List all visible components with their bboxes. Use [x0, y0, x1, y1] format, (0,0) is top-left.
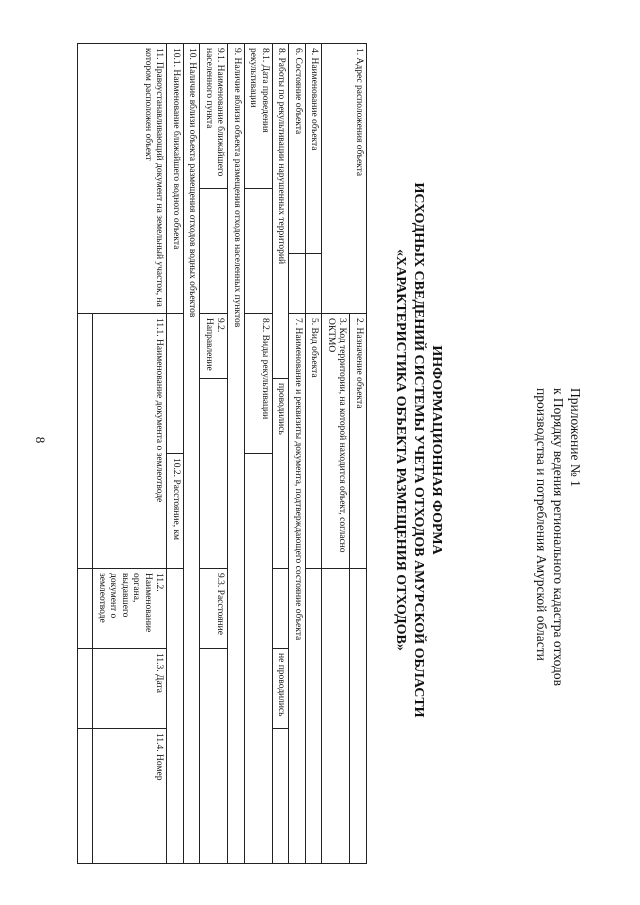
field-8-1-recultivation-date: 8.1. Дата проведения рекультивации	[245, 44, 273, 189]
field-9-2-direction: 9.2. Направление	[200, 314, 228, 379]
field-11-2-value[interactable]	[78, 569, 93, 649]
page-number: 8	[33, 436, 48, 444]
field-4-value[interactable]	[306, 254, 323, 314]
field-8-option-done[interactable]: проводились	[273, 379, 290, 569]
field-9-1-nearest-settlement: 9.1. Наименование ближайшего населенного пункта	[200, 44, 228, 189]
field-10-2-value[interactable]	[167, 569, 184, 864]
title-line-3: «ХАРАКТЕРИСТИКА ОБЪЕКТА РАЗМЕЩЕНИЯ ОТХОДОВ»	[393, 249, 408, 651]
field-2-object-purpose: 2. Назначение объекта	[350, 314, 367, 569]
field-5-value[interactable]	[306, 569, 323, 864]
field-3-oktmo-code: 3. Код территории, на которой находится объект, согласно ОКТМО	[322, 314, 350, 569]
appendix-line-3: производства и потребления Амурской области	[534, 388, 549, 661]
field-11-4-value[interactable]	[78, 729, 93, 864]
field-8-2-recultivation-types: 8.2. Виды рекультивации	[245, 314, 273, 454]
field-5-object-type: 5. Вид объекта	[306, 314, 323, 569]
field-2-value[interactable]	[350, 569, 367, 864]
field-11-land-title-document: 11. Правоустанавливающий документ на земельный участок, на котором расположен объект	[78, 44, 167, 314]
field-7-state-document: 7. Наименование и реквизиты документа, подтверждающего состояние объекта	[289, 314, 306, 864]
title-line-2: ИСХОДНЫХ СВЕДЕНИЙ СИСТЕМЫ УЧЕТА ОТХОДОВ АМУРСКОЙ ОБЛАСТИ	[411, 182, 426, 718]
field-6-value[interactable]	[289, 254, 306, 314]
information-form-table	[78, 43, 368, 864]
field-8-option-not-done-mark[interactable]	[273, 729, 290, 864]
field-9-3-value[interactable]	[200, 649, 228, 864]
field-8-1-value[interactable]	[245, 189, 273, 314]
field-9-2-value[interactable]	[200, 379, 228, 569]
field-6-object-state: 6. Состояние объекта	[289, 44, 306, 254]
field-4-object-name: 4. Наименование объекта	[306, 44, 323, 254]
field-11-3-date: 11.3. Дата	[93, 649, 167, 729]
field-11-1-value[interactable]	[78, 314, 93, 569]
field-10-water-bodies-nearby: 10. Наличие вблизи объекта размещения отходов водных объектов	[184, 44, 201, 864]
field-10-1-nearest-water-body: 10.1. Наименование ближайшего водного объекта	[167, 44, 184, 314]
field-9-3-distance: 9.3. Расстояние	[200, 569, 228, 649]
rotated-page-content	[70, 20, 590, 880]
field-9-settlements-nearby: 9. Наличие вблизи объекта размещения отходов населенных пунктов	[228, 44, 245, 864]
field-3-value[interactable]	[322, 569, 350, 864]
field-8-option-done-mark[interactable]	[273, 569, 290, 649]
field-9-1-value[interactable]	[200, 189, 228, 314]
field-10-2-distance-km: 10.2. Расстояние, км	[167, 454, 184, 569]
form-title	[391, 20, 445, 880]
field-10-1-value[interactable]	[167, 314, 184, 454]
field-11-1-land-allotment-document: 11.1. Наименование документа о землеотводе	[93, 314, 167, 569]
field-11-2-issuing-authority: 11.2. Наименование органа, выдавшего документ о землеотводе	[93, 569, 167, 649]
title-line-1: ИНФОРМАЦИОННАЯ ФОРМА	[429, 345, 444, 555]
field-11-4-number: 11.4. Номер	[93, 729, 167, 864]
field-8-recultivation-works: 8. Работы по рекультивации нарушенных территорий	[273, 44, 290, 379]
field-8-2-value[interactable]	[245, 454, 273, 864]
field-8-option-not-done[interactable]: не проводились	[273, 649, 290, 729]
appendix-header	[533, 388, 584, 868]
field-11-3-value[interactable]	[78, 649, 93, 729]
appendix-line-1: Приложение № 1	[568, 388, 583, 487]
appendix-line-2: к Порядку ведения регионального кадастра отходов	[551, 388, 566, 686]
field-1-object-address: 1. Адрес расположения объекта	[322, 44, 367, 314]
